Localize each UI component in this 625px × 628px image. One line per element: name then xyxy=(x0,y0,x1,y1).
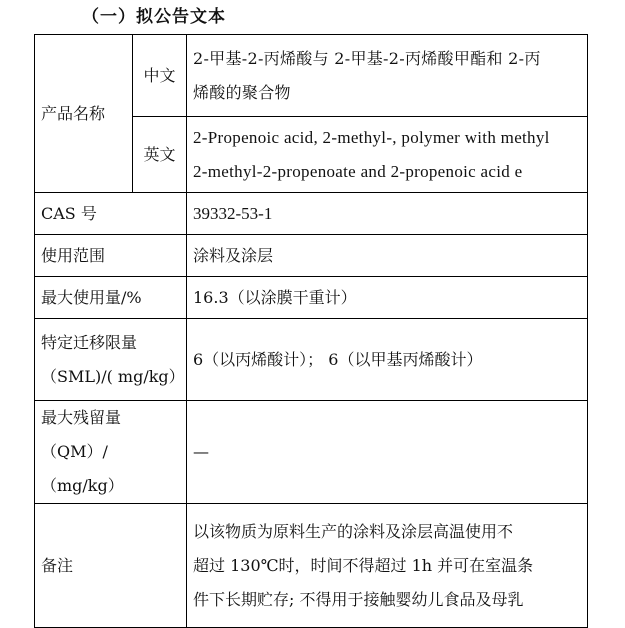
product-name-label: 产品名称 xyxy=(35,35,133,193)
qm-value: — xyxy=(187,401,588,504)
sml-label-line: 特定迁移限量 xyxy=(41,332,138,352)
max-usage-label: 最大使用量/% xyxy=(35,277,187,319)
cas-label: CAS 号 xyxy=(35,193,187,235)
remarks-line: 以该物质为原料生产的涂料及涂层高温使用不 xyxy=(193,521,514,541)
sml-label xyxy=(35,319,187,401)
chinese-name-line: 2-甲基-2-丙烯酸与 2-甲基-2-丙烯酸甲酯和 2-丙 xyxy=(193,48,541,68)
chinese-label: 中文 xyxy=(133,35,187,117)
remarks-value xyxy=(187,504,588,628)
table-row xyxy=(35,504,588,628)
table-row xyxy=(35,35,588,117)
sml-value: 6（以丙烯酸计）； 6（以甲基丙烯酸计） xyxy=(187,319,588,401)
remarks-line: 超过 130℃时，时间不得超过 1h 并可在室温条 xyxy=(193,555,534,575)
table-row xyxy=(35,277,588,319)
remarks-line: 件下长期贮存; 不得用于接触婴幼儿食品及母乳 xyxy=(193,589,524,609)
sml-label-line: （SML)/( mg/kg） xyxy=(41,366,185,386)
table-row xyxy=(35,319,588,401)
chinese-name-value xyxy=(187,35,588,117)
scope-label: 使用范围 xyxy=(35,235,187,277)
table-row xyxy=(35,235,588,277)
remarks-label: 备注 xyxy=(35,504,187,628)
english-name-value xyxy=(187,117,588,193)
chinese-name-line: 烯酸的聚合物 xyxy=(193,82,291,102)
max-usage-value: 16.3（以涂膜干重计） xyxy=(187,277,588,319)
scope-value: 涂料及涂层 xyxy=(187,235,588,277)
qm-label xyxy=(35,401,187,504)
table-row xyxy=(35,193,588,235)
qm-label-line: （QM）/（mg/kg） xyxy=(41,442,124,495)
cas-value: 39332-53-1 xyxy=(187,193,588,235)
english-name-line: 2-Propenoic acid, 2-methyl-, polymer with methyl xyxy=(193,127,550,147)
table-row xyxy=(35,401,588,504)
english-name-line: 2-methyl-2-propenoate and 2-propenoic acid e xyxy=(193,161,523,181)
section-heading: （一）拟公告文本 xyxy=(82,7,226,27)
announcement-table xyxy=(34,34,588,628)
english-label: 英文 xyxy=(133,117,187,193)
qm-label-line: 最大残留量 xyxy=(41,408,122,427)
